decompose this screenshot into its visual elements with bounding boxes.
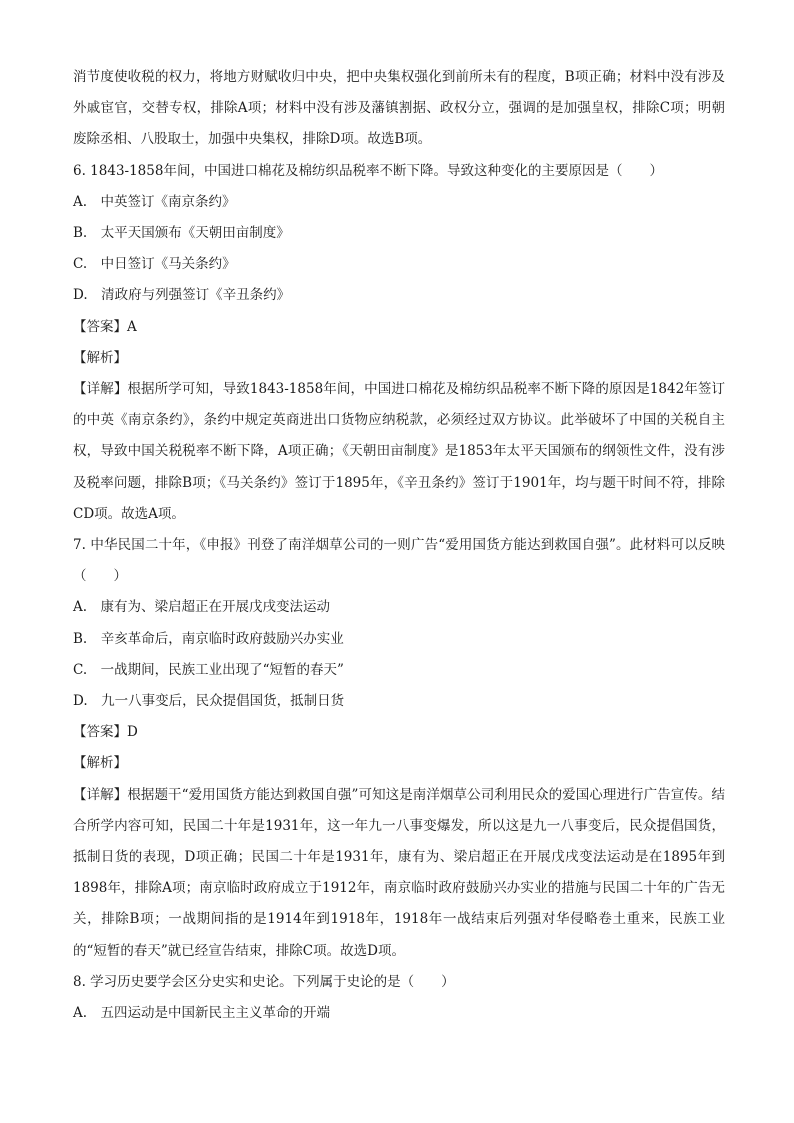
q7-option-b: B. 辛亥革命后，南京临时政府鼓励兴办实业 [73,630,344,647]
intro-paragraph: 消节度使收税的权力，将地方财赋收归中央，把中央集权强化到前所未有的程度，B项正确；材料中没有涉及外戚宦官，交替专权，排除A项；材料中没有涉及藩镇割据、政权分立，强调的是加强皇权，排除C项；明朝废除丞相、八股取士，加强中央集权，排除D项。故选B项。 [73,69,725,148]
q7-answer [73,717,725,748]
q7-detail-tag: 【详解】 [73,786,128,803]
q7-question: 7. 中华民国二十年，《申报》刊登了南洋烟草公司的一则广告“爱用国货方能达到救国自强”。此材料可以反映（ ） [73,537,725,585]
q6-detail-tag: 【详解】 [73,381,128,398]
q6-answer [73,312,725,343]
q6-option-d: D. 清政府与列强签订《辛丑条约》 [73,287,291,304]
q7-option-c: C. 一战期间，民族工业出现了“短暂的春天” [73,661,344,678]
q6-option-a: A. 中英签订《南京条约》 [73,193,236,210]
q7-detail-text: 根据题干“爱用国货方能达到救国自强”可知这是南洋烟草公司利用民众的爱国心理进行广告宣传。结合所学内容可知，民国二十年是1931年，这一年九一八事变爆发，所以这是九一八事变后，民众提倡国货，抵制日货的表现，D项正确；民国二十年是1931年，康有为、梁启超正在开展戊戌变法运动是在1895年到1898年，排除A项；南京临时政府成立于1912年，南京临时政府鼓励兴办实业的措施与民国二十年的广告无关，排除B项；一战期间指的是1914年到1918年，1918年一战结束后列强对华侵略卷土重来，民族工业的“短暂的春天”就已经宣告结束，排除C项。故选D项。 [73,786,725,959]
q7-answer-value: D [127,724,138,741]
q6-detail-text: 根据所学可知，导致1843-1858年间，中国进口棉花及棉纺织品税率不断下降的原因是1842年签订的中英《南京条约》，条约中规定英商进出口货物应纳税款，必须经过双方协议。此举破坏了中国的关税自主权，导致中国关税税率不断下降，A项正确；《天朝田亩制度》是1853年太平天国颁布的纲领性文件，没有涉及税率问题，排除B项；《马关条约》签订于1895年，《辛丑条约》签订于1901年，均与题干时间不符，排除CD项。故选A项。 [73,381,726,522]
q6-question: 6. 1843-1858年间，中国进口棉花及棉纺织品税率不断下降。导致这种变化的主要原因是（ ） [73,162,663,179]
q8-question: 8. 学习历史要学会区分史实和史论。下列属于史论的是（ ） [73,973,455,990]
q7-analysis-heading: 【解析】 [73,755,127,772]
q7-option-a: A. 康有为、梁启超正在开展戊戌变法运动 [73,599,331,616]
q7-answer-tag: 【答案】 [73,724,127,741]
q6-answer-tag: 【答案】 [73,318,127,335]
q7-option-d: D. 九一八事变后，民众提倡国货，抵制日货 [73,693,345,710]
q6-answer-value: A [127,318,137,335]
q7-detail [73,780,725,967]
document-content [73,62,725,1029]
q6-analysis-heading: 【解析】 [73,349,127,366]
q8-option-a: A. 五四运动是中国新民主主义革命的开端 [73,1005,331,1022]
q6-option-b: B. 太平天国颁布《天朝田亩制度》 [73,225,290,242]
q6-option-c: C. 中日签订《马关条约》 [73,256,236,273]
q6-detail [73,374,725,530]
